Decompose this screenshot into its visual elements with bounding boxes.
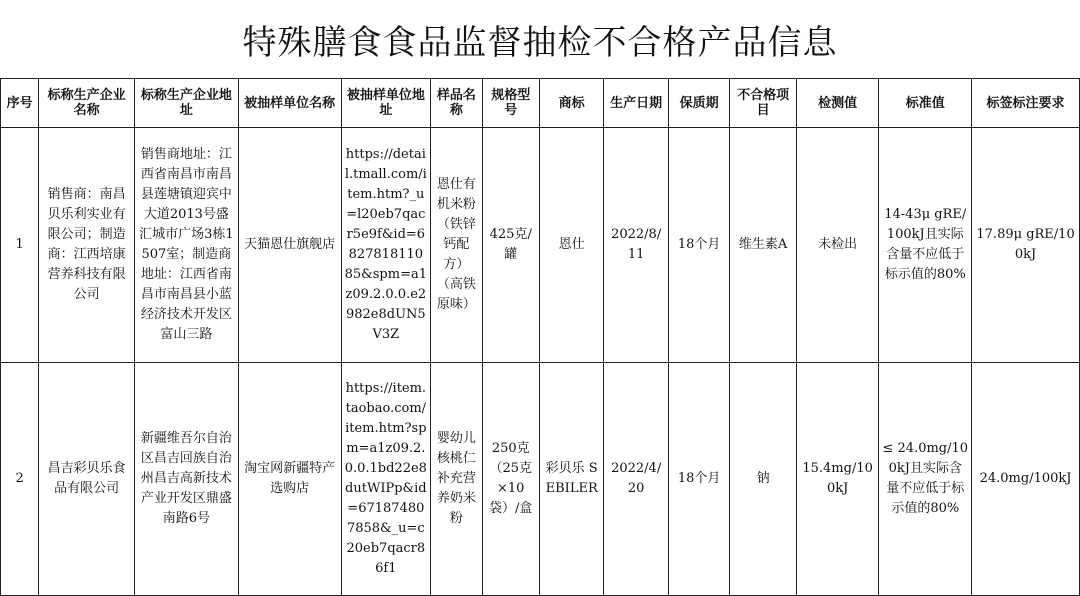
table-row xyxy=(1,128,1080,363)
cell-brand: 恩仕 xyxy=(539,128,603,363)
col-header-failed-item: 不合格项目 xyxy=(730,79,796,128)
nonconforming-products-table xyxy=(0,78,1080,596)
col-header-sampled-address: 被抽样单位地址 xyxy=(341,79,431,128)
col-header-maker-name: 标称生产企业名称 xyxy=(39,79,135,128)
cell-failed-item: 维生素A xyxy=(730,128,796,363)
cell-label-claim: 17.89μ gRE/100kJ xyxy=(972,128,1080,363)
cell-production-date: 2022/8/11 xyxy=(604,128,668,363)
cell-standard: 14-43μ gRE/100kJ且实际含量不应低于标示值的80% xyxy=(879,128,972,363)
cell-label-claim: 24.0mg/100kJ xyxy=(972,363,1080,596)
cell-standard: ≤ 24.0mg/100kJ且实际含量不应低于标示值的80% xyxy=(879,363,972,596)
page-title: 特殊膳食食品监督抽检不合格产品信息 xyxy=(242,22,838,63)
cell-measured: 未检出 xyxy=(796,128,879,363)
cell-sampled-unit: 天猫恩仕旗舰店 xyxy=(238,128,341,363)
table-row xyxy=(1,363,1080,596)
col-header-sample-name: 样品名称 xyxy=(431,79,482,128)
table-header-row xyxy=(1,79,1080,128)
cell-maker-address: 新疆维吾尔自治区昌吉回族自治州昌吉高新技术产业开发区鼎盛南路6号 xyxy=(134,363,238,596)
cell-spec: 425克/罐 xyxy=(482,128,539,363)
col-header-label-claim: 标签标注要求 xyxy=(972,79,1080,128)
cell-sampled-unit: 淘宝网新疆特产选购店 xyxy=(238,363,341,596)
col-header-shelf-life: 保质期 xyxy=(668,79,729,128)
cell-maker-address: 销售商地址：江西省南昌市南昌县莲塘镇迎宾中大道2013号盛汇城市广场3栋1507室；制造商地址：江西省南昌市南昌县小蓝经济技术开发区富山三路 xyxy=(134,128,238,363)
cell-production-date: 2022/4/20 xyxy=(604,363,668,596)
cell-sampled-address: https://item.taobao.com/item.htm?spm=a1z09.2.0.0.1bd22e8dutWIPp&id=671874807858&_u=c20eb7qacr86f1 xyxy=(341,363,431,596)
cell-maker-name: 销售商：南昌贝乐利实业有限公司；制造商：江西培康营养科技有限公司 xyxy=(39,128,135,363)
col-header-measured: 检测值 xyxy=(796,79,879,128)
cell-shelf-life: 18个月 xyxy=(668,128,729,363)
cell-maker-name: 昌吉彩贝乐食品有限公司 xyxy=(39,363,135,596)
cell-spec: 250克（25克×10袋）/盒 xyxy=(482,363,539,596)
col-header-spec: 规格型号 xyxy=(482,79,539,128)
col-header-production-date: 生产日期 xyxy=(604,79,668,128)
col-header-sampled-unit: 被抽样单位名称 xyxy=(238,79,341,128)
col-header-maker-address: 标称生产企业地址 xyxy=(134,79,238,128)
col-header-no: 序号 xyxy=(1,79,39,128)
cell-shelf-life: 18个月 xyxy=(668,363,729,596)
cell-sample-name: 婴幼儿核桃仁补充营养奶米粉 xyxy=(431,363,482,596)
cell-no: 1 xyxy=(1,128,39,363)
cell-no: 2 xyxy=(1,363,39,596)
cell-brand: 彩贝乐 SEBILER xyxy=(539,363,603,596)
cell-measured: 15.4mg/100kJ xyxy=(796,363,879,596)
col-header-brand: 商标 xyxy=(539,79,603,128)
cell-sample-name: 恩仕有机米粉（铁锌钙配方）（高铁原味） xyxy=(431,128,482,363)
cell-failed-item: 钠 xyxy=(730,363,796,596)
col-header-standard: 标准值 xyxy=(879,79,972,128)
cell-sampled-address: https://detail.tmall.com/item.htm?_u=l20eb7qacr5e9f&id=682781811085&spm=a1z09.2.0.0.e2982e8dUN5V3Z xyxy=(341,128,431,363)
